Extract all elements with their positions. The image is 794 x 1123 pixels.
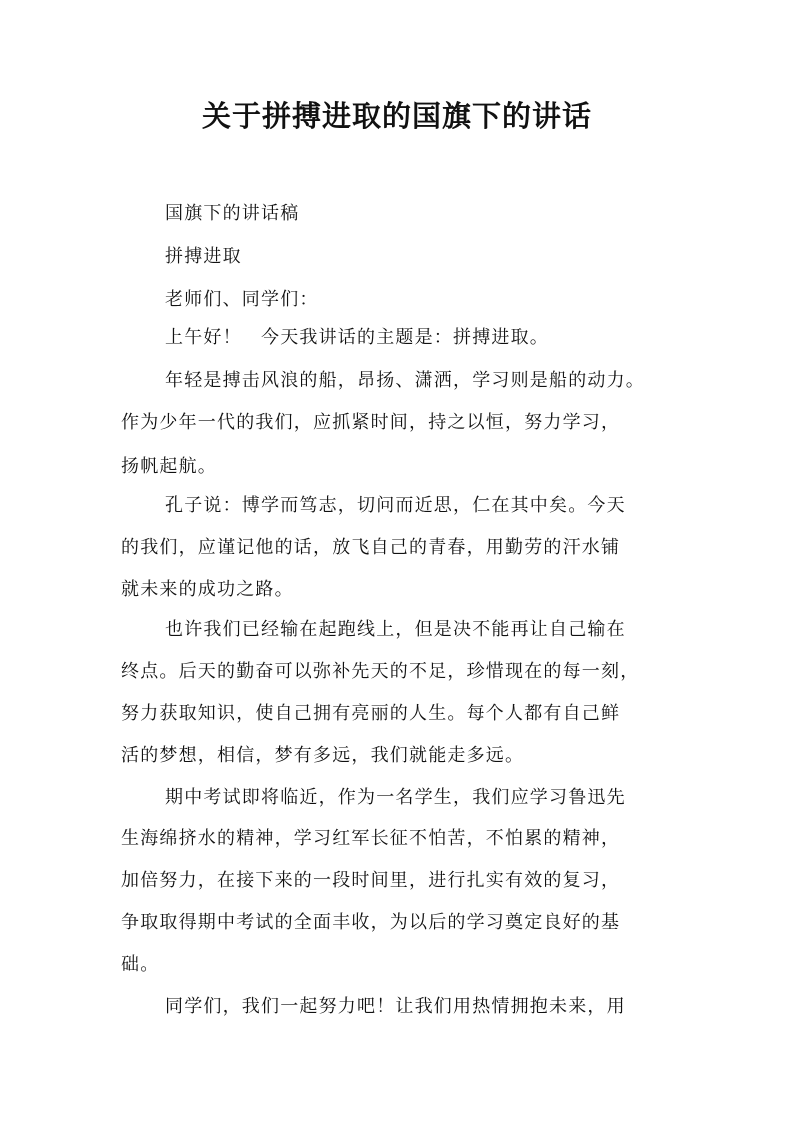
text-line: 拼搏进取 [165,246,242,267]
text-line: 争取取得期中考试的全面丰收，为以后的学习奠定良好的基 [121,912,621,933]
text-line: 生海绵挤水的精神，学习红军长征不怕苦，不怕累的精神， [121,828,621,849]
text-line: 同学们，我们一起努力吧！让我们用热情拥抱未来，用 [165,996,626,1017]
text-line: 上午好！ 今天我讲话的主题是：拼搏进取。 [165,327,549,348]
text-line: 期中考试即将临近，作为一名学生，我们应学习鲁迅先 [165,787,626,808]
text-line: 老师们、同学们： [165,289,319,310]
text-line: 国旗下的讲话稿 [165,203,300,224]
text-line: 努力获取知识，使自己拥有亮丽的人生。每个人都有自己鲜 [121,703,621,724]
text-line: 础。 [121,954,160,975]
text-line: 孔子说：博学而笃志，切问而近思，仁在其中矣。今天 [165,495,626,516]
text-line: 年轻是搏击风浪的船，昂扬、潇洒，学习则是船的动力。 [165,370,645,391]
text-line: 就未来的成功之路。 [121,579,294,600]
text-line: 终点。后天的勤奋可以弥补先天的不足，珍惜现在的每一刻， [121,661,640,682]
text-line: 活的梦想，相信，梦有多远，我们就能走多远。 [121,745,525,766]
text-line: 的我们，应谨记他的话，放飞自己的青春，用勤劳的汗水铺 [121,537,621,558]
document-title: 关于拼搏进取的国旗下的讲话 [201,99,592,133]
text-line: 作为少年一代的我们，应抓紧时间，持之以恒，努力学习， [121,412,621,433]
text-line: 扬帆起航。 [121,456,217,477]
text-line: 也许我们已经输在起跑线上，但是决不能再让自己输在 [165,619,626,640]
text-line: 加倍努力，在接下来的一段时间里，进行扎实有效的复习， [121,870,621,891]
